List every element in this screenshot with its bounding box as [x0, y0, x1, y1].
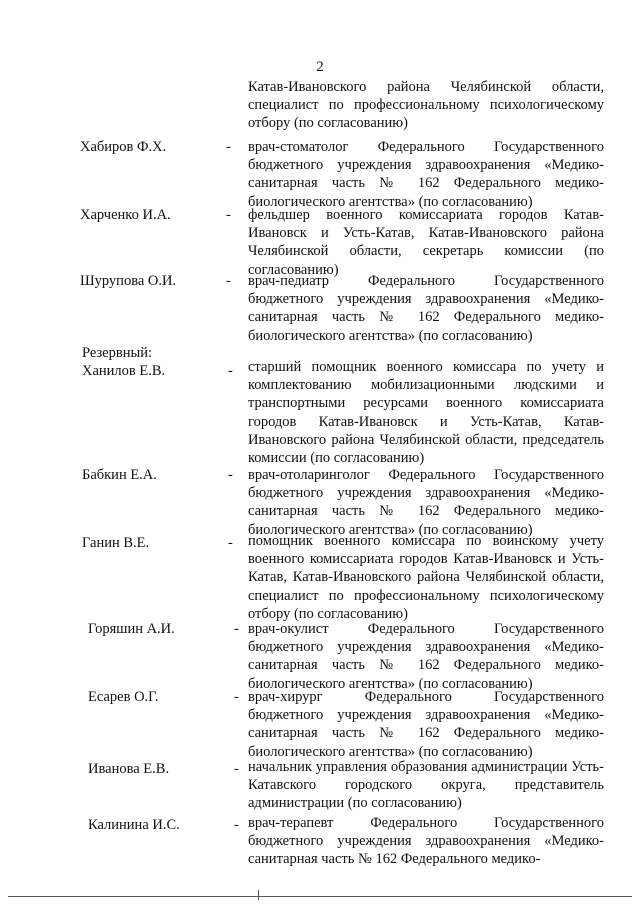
- reserve-dash: -: [234, 621, 239, 637]
- reserve-name: Иванова Е.В.: [88, 761, 170, 777]
- reserve-description: старший помощник военного комиссара по учету и комплектованию мобилизационными людскими и транспортными ресурсами военного комиссариата городов Катав-Ивановск и Усть-Катав, Катав-Ивановского района Челябинской области, председатель комиссии (по согласованию): [248, 359, 604, 467]
- page-number: 2: [316, 59, 324, 75]
- reserve-name: Бабкин Е.А.: [82, 467, 157, 483]
- reserve-name: Есарев О.Г.: [88, 689, 159, 705]
- reserve-dash: -: [234, 761, 239, 777]
- reserve-dash: -: [234, 817, 239, 833]
- reserve-dash: -: [228, 467, 233, 483]
- member-dash: -: [226, 273, 231, 289]
- member-dash: -: [226, 139, 231, 155]
- reserve-dash: -: [234, 689, 239, 705]
- reserve-name: Калинина И.С.: [88, 817, 180, 833]
- page-bottom-tick: [258, 890, 259, 900]
- member-name: Хабиров Ф.Х.: [80, 139, 167, 155]
- member-name: Харченко И.А.: [80, 207, 171, 223]
- member-description: фельдшер военного комиссариата городов Катав-Ивановск и Усть-Катав, Катав-Ивановского района Челябинской области, секретарь комиссии (по согласованию): [248, 207, 604, 278]
- reserve-description: врач-отоларинголог Федерального Государственного бюджетного учреждения здравоохранения «Медико-санитарная часть № 162 Федерального медико-биологического агентства» (по согласованию): [248, 467, 604, 538]
- reserve-description: врач-хирург Федерального Государственного бюджетного учреждения здравоохранения «Медико-санитарная часть № 162 Федерального медико-биологического агентства» (по согласованию): [248, 689, 604, 760]
- continuation-text: Катав-Ивановского района Челябинской области, специалист по профессиональному психологическому отбору (по согласованию): [248, 79, 604, 132]
- reserve-description: врач-окулист Федерального Государственного бюджетного учреждения здравоохранения «Медико-санитарная часть № 162 Федерального медико-биологического агентства» (по согласованию): [248, 621, 604, 692]
- reserve-name: Ханилов Е.В.: [82, 363, 166, 379]
- reserve-dash: -: [228, 363, 233, 379]
- reserve-description: начальник управления образования администрации Усть-Катавского городского округа, представитель администрации (по согласованию): [248, 759, 604, 812]
- reserve-description: врач-терапевт Федерального Государственного бюджетного учреждения здравоохранения «Медико-санитарная часть № 162 Федерального медико-: [248, 815, 604, 868]
- reserve-description: помощник военного комиссара по воинскому учету военного комиссариата городов Катав-Ивановск и Усть-Катав, Катав-Ивановского района Челябинской области, специалист по профессиональному психологическому отбору (по согласованию): [248, 533, 604, 622]
- reserve-name: Горяшин А.И.: [88, 621, 175, 637]
- member-description: врач-педиатр Федерального Государственного бюджетного учреждения здравоохранения «Медико-санитарная часть № 162 Федерального медико-биологического агентства» (по согласованию): [248, 273, 604, 344]
- reserve-name: Ганин В.Е.: [82, 535, 150, 551]
- page-bottom-rule: [8, 896, 632, 897]
- reserve-dash: -: [228, 535, 233, 551]
- member-name: Шурупова О.И.: [80, 273, 177, 289]
- member-description: врач-стоматолог Федерального Государственного бюджетного учреждения здравоохранения «Медико-санитарная часть № 162 Федерального медико-биологического агентства» (по согласованию): [248, 139, 604, 210]
- member-dash: -: [226, 207, 231, 223]
- reserve-section-label: Резервный:: [82, 345, 153, 361]
